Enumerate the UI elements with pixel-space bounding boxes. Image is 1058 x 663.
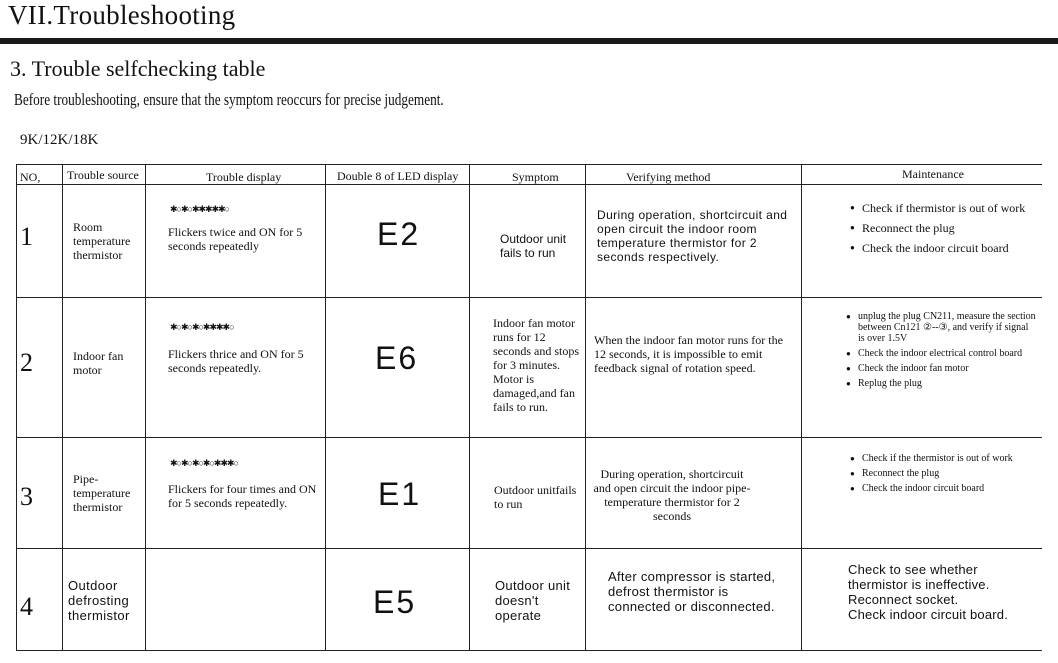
col-divider [469, 164, 470, 650]
row-number: 4 [20, 592, 33, 621]
maintenance-item: ● Check the indoor fan motor [846, 363, 1036, 374]
heading-rule [0, 38, 1058, 44]
trouble-display: Flickers thrice and ON for 5 seconds repeatedly. [168, 347, 304, 375]
model-label: 9K/12K/18K [20, 132, 99, 148]
led-pattern-icon: ✱○✱○✱✱✱✱✱○ [170, 204, 230, 214]
table-bottom-line [16, 650, 1042, 651]
symptom: Indoor fan motor runs for 12 seconds and stops for 3 minutes. Motor is damaged,and fan fails to run. [493, 316, 579, 414]
maintenance-item: ● Check the indoor electrical control board [846, 348, 1036, 359]
maintenance-item: ● Check if the thermistor is out of work [850, 453, 1035, 464]
verifying-method: When the indoor fan motor runs for the 12 seconds, it is impossible to emit feedback signal of rotation speed. [594, 333, 783, 375]
header-no: NO, [20, 170, 41, 184]
trouble-source: Indoor fan motor [73, 349, 124, 377]
maintenance-item: Check indoor circuit board. [848, 607, 1009, 622]
header-symptom: Symptom [512, 170, 559, 184]
row-divider [16, 437, 1042, 438]
page-heading: VII.Troubleshooting [8, 0, 236, 30]
table-top-line [16, 164, 1042, 165]
maintenance-item: ● Replug the plug [846, 378, 1036, 389]
maintenance-item: ● Check the indoor circuit board [850, 241, 1035, 255]
header-maintenance: Maintenance [902, 167, 964, 181]
col-divider [585, 164, 586, 650]
row-divider [16, 548, 1042, 549]
header-led-display: Double 8 of LED display [337, 169, 459, 183]
led-error-code: E5 [373, 584, 417, 620]
section-title: 3. Trouble selfchecking table [10, 56, 266, 81]
col-divider [16, 164, 17, 650]
symptom: Outdoor unit fails to run [500, 232, 567, 260]
led-pattern-icon: ✱○✱○✱○✱✱✱✱○ [170, 322, 234, 332]
led-pattern-icon: ✱○✱○✱○✱○✱✱✱○ [170, 458, 238, 468]
trouble-display: Flickers twice and ON for 5 seconds repeatedly [168, 225, 303, 253]
row-number: 2 [20, 348, 33, 377]
col-divider [325, 164, 326, 650]
maintenance-list [850, 201, 1035, 261]
col-divider [801, 164, 802, 650]
maintenance-item: ● unplug the plug CN211, measure the section between Cn121 ②--③, and verify if signal is over 1.5V [846, 311, 1036, 344]
trouble-display: Flickers for four times and ON for 5 seconds repeatedly. [168, 482, 317, 510]
maintenance-text [848, 562, 1038, 622]
trouble-source: Outdoor defrosting thermistor [68, 578, 130, 623]
row-divider [16, 297, 1042, 298]
maintenance-item: ● Check if thermistor is out of work [850, 201, 1035, 215]
intro-text: Before troubleshooting, ensure that the symptom reoccurs for precise judgement. [14, 90, 444, 109]
maintenance-item: ● Reconnect the plug [850, 468, 1035, 479]
trouble-source: Pipe-temperature thermistor [73, 472, 131, 514]
row-number: 1 [20, 222, 33, 251]
header-verifying-method: Verifying method [626, 170, 711, 184]
col-divider [62, 164, 63, 650]
verifying-method: During operation, shortcircuit and open circuit the indoor pipe-temperature thermistor for 2 seconds [593, 467, 751, 523]
col-divider [145, 164, 146, 650]
maintenance-list [850, 453, 1035, 498]
maintenance-item: Check to see whether thermistor is ineffective. [848, 562, 990, 592]
symptom: Outdoor unit doesn't operate [495, 578, 571, 623]
led-error-code: E2 [377, 216, 421, 252]
trouble-source: Room temperature thermistor [73, 220, 131, 262]
maintenance-list [846, 311, 1036, 393]
header-trouble-display: Trouble display [206, 170, 282, 184]
led-error-code: E6 [375, 340, 419, 376]
symptom: Outdoor unitfails to run [494, 483, 577, 511]
verifying-method: After compressor is started, defrost thermistor is connected or disconnected. [608, 569, 776, 614]
header-trouble-source: Trouble source [67, 168, 139, 182]
row-number: 3 [20, 482, 33, 511]
maintenance-item: Reconnect socket. [848, 592, 959, 607]
verifying-method: During operation, shortcircuit and open circuit the indoor room temperature thermistor for 2 seconds respectively. [597, 208, 788, 264]
maintenance-item: ● Reconnect the plug [850, 221, 1035, 235]
led-error-code: E1 [378, 476, 422, 512]
maintenance-item: ● Check the indoor circuit board [850, 483, 1035, 494]
